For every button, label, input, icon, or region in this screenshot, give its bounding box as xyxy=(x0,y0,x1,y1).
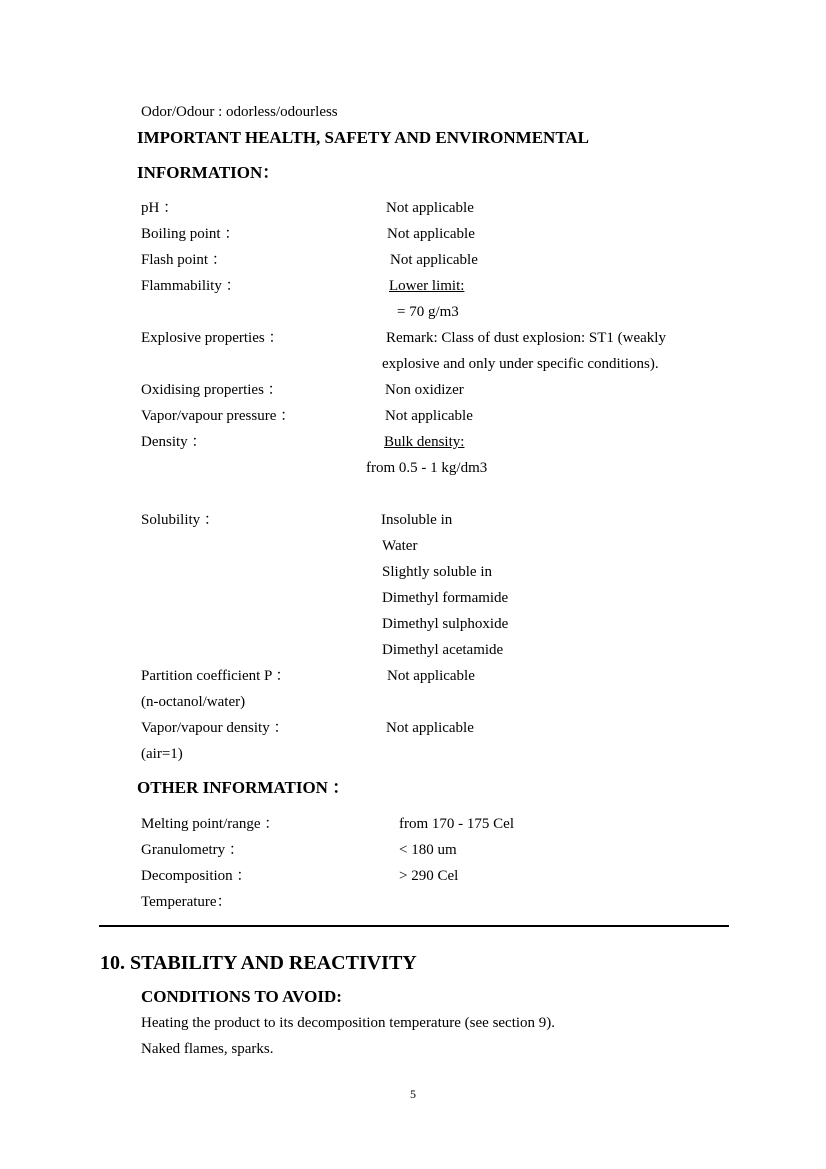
section-title-10: 10. STABILITY AND REACTIVITY xyxy=(100,952,417,974)
property-label: Solubility ： xyxy=(141,512,219,528)
property-value: Bulk density: xyxy=(384,434,465,450)
page-number: 5 xyxy=(410,1087,416,1101)
property-value-cont: = 70 g/m3 xyxy=(397,304,459,320)
property-label: Explosive properties ： xyxy=(141,330,284,346)
property-label: pH ： xyxy=(141,200,179,216)
property-value: Remark: Class of dust explosion: ST1 (weakly xyxy=(386,330,666,346)
property-value: Not applicable xyxy=(390,252,478,268)
property-label: Flammability ： xyxy=(141,278,241,294)
property-value: Not applicable xyxy=(385,408,473,424)
section-divider xyxy=(99,925,729,927)
paragraph-line: Naked flames, sparks. xyxy=(141,1041,274,1057)
property-label-cont: (air=1) xyxy=(141,746,183,762)
property-value-cont: from 0.5 - 1 kg/dm3 xyxy=(366,460,488,476)
section-heading-important-cont: INFORMATION： xyxy=(137,163,280,182)
property-value: Dimethyl acetamide xyxy=(382,642,504,658)
property-value: Not applicable xyxy=(386,720,474,736)
property-value: Slightly soluble in xyxy=(382,564,493,580)
property-value: Insoluble in xyxy=(381,512,453,528)
odor-line: Odor/Odour : odorless/odourless xyxy=(141,104,338,120)
property-label: Boiling point ： xyxy=(141,226,240,242)
property-label: Granulometry ： xyxy=(141,842,244,858)
property-value: Lower limit: xyxy=(389,278,465,294)
property-label: Vapor/vapour density ： xyxy=(141,720,289,736)
property-label: Flash point ： xyxy=(141,252,227,268)
property-value: Dimethyl sulphoxide xyxy=(382,616,509,632)
property-value: Not applicable xyxy=(387,668,475,684)
property-value: Not applicable xyxy=(386,200,474,216)
property-label: Oxidising properties ： xyxy=(141,382,283,398)
property-value: Non oxidizer xyxy=(385,382,464,398)
property-value: < 180 um xyxy=(399,842,457,858)
property-label-cont: Temperature： xyxy=(141,894,232,910)
property-value: > 290 Cel xyxy=(399,868,459,884)
property-label: Melting point/range ： xyxy=(141,816,280,832)
property-value: Not applicable xyxy=(387,226,475,242)
property-label: Density ： xyxy=(141,434,207,450)
property-label: Decomposition ： xyxy=(141,868,252,884)
property-label-cont: (n-octanol/water) xyxy=(141,694,246,710)
section-heading-important: IMPORTANT HEALTH, SAFETY AND ENVIRONMENTAL xyxy=(137,128,590,147)
property-value: Dimethyl formamide xyxy=(382,590,509,606)
paragraph-line: Heating the product to its decomposition temperature (see section 9). xyxy=(141,1015,556,1031)
subheading-conditions: CONDITIONS TO AVOID: xyxy=(141,987,342,1006)
property-value-cont: explosive and only under specific conditions). xyxy=(382,356,659,372)
property-value: Water xyxy=(382,538,418,554)
section-heading-other: OTHER INFORMATION ： xyxy=(137,778,350,797)
property-label: Partition coefficient P ： xyxy=(141,668,291,684)
property-value: from 170 - 175 Cel xyxy=(399,816,514,832)
property-label: Vapor/vapour pressure ： xyxy=(141,408,296,424)
